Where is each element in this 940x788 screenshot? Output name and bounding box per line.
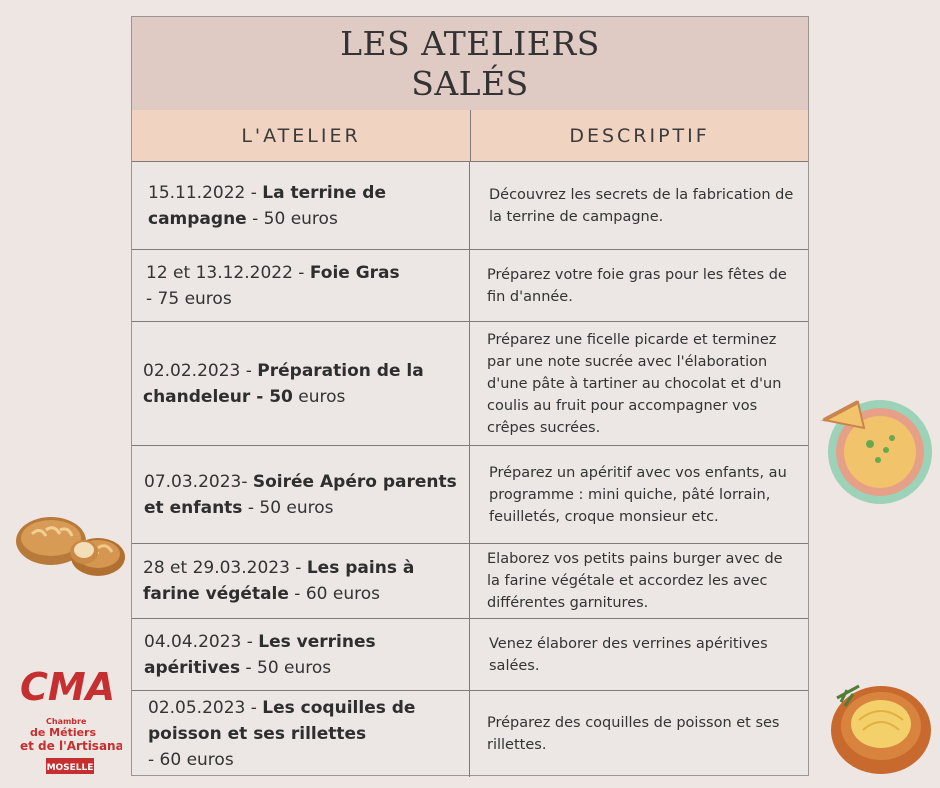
description-cell: Venez élaborer des verrines apéritives salées. xyxy=(489,635,768,674)
table-row xyxy=(132,162,808,250)
description-cell: Préparez des coquilles de poisson et ses rillettes. xyxy=(487,715,780,753)
atelier-price: euros xyxy=(292,386,346,407)
atelier-cell xyxy=(132,544,470,618)
fish-shell-illustration-icon xyxy=(823,680,933,780)
atelier-name: Les pains à farine végétale xyxy=(143,558,415,604)
table-row xyxy=(132,619,808,691)
bread-illustration-icon xyxy=(14,512,126,578)
table-header xyxy=(132,110,808,162)
description-cell: Elaborez vos petits pains burger avec de la farine végétale et accordez les avec différentes garnitures. xyxy=(487,551,783,611)
svg-text:Chambre: Chambre xyxy=(46,717,87,726)
atelier-cell xyxy=(132,322,470,445)
title-line-1: LES ATELIERS xyxy=(340,23,600,63)
atelier-price: - 60 euros xyxy=(148,750,234,770)
atelier-name: Soirée Apéro parents et enfants xyxy=(144,471,457,518)
description-cell: Préparez une ficelle picarde et terminez par une note sucrée avec l'élaboration d'une pâte à tartiner au chocolat et d'un coulis au fruit pour accompagner vos crêpes sucrées. xyxy=(487,331,782,436)
description-cell: Préparez votre foie gras pour les fêtes de fin d'année. xyxy=(487,266,787,305)
column-header-atelier: L'ATELIER xyxy=(132,110,471,161)
atelier-date: 07.03.2023- xyxy=(144,471,253,492)
description-cell: Découvrez les secrets de la fabrication de la terrine de campagne. xyxy=(489,186,794,225)
svg-text:et de l'Artisanat: et de l'Artisanat xyxy=(20,739,122,753)
description-cell: Préparez un apéritif avec vos enfants, au programme : mini quiche, pâté lorrain, feuilletés, croque monsieur etc. xyxy=(489,464,787,525)
atelier-date: 12 et 13.12.2022 - xyxy=(146,262,310,283)
atelier-cell xyxy=(132,446,470,543)
table-row xyxy=(132,544,808,619)
atelier-name: Foie Gras xyxy=(309,262,400,283)
atelier-price: - 50 euros xyxy=(246,208,338,229)
svg-text:CMA: CMA xyxy=(20,665,116,709)
atelier-name: Préparation de la chandeleur - 50 xyxy=(143,360,424,407)
atelier-date: 04.04.2023 - xyxy=(144,631,259,652)
page-title xyxy=(132,17,808,111)
table-row xyxy=(132,250,808,322)
atelier-date: 28 et 29.03.2023 - xyxy=(143,558,307,578)
atelier-name: Les coquilles de poisson et ses rillettes xyxy=(148,698,416,744)
atelier-price: - 50 euros xyxy=(240,657,332,678)
title-line-2: SALÉS xyxy=(411,63,529,103)
atelier-price: - 75 euros xyxy=(146,288,232,309)
atelier-cell xyxy=(132,162,470,249)
cma-logo-icon xyxy=(16,660,122,780)
svg-text:MOSELLE: MOSELLE xyxy=(46,763,94,773)
atelier-price: - 50 euros xyxy=(242,497,334,518)
svg-text:de Métiers: de Métiers xyxy=(30,726,97,739)
atelier-date: 15.11.2022 - xyxy=(148,182,263,203)
atelier-name: La terrine de campagne xyxy=(148,182,387,229)
table-row xyxy=(132,691,808,777)
cma-logo xyxy=(16,660,122,780)
table-row xyxy=(132,322,808,446)
atelier-date: 02.02.2023 - xyxy=(143,360,258,381)
table-body xyxy=(132,162,808,777)
workshop-table xyxy=(131,16,809,776)
quiche-illustration-icon xyxy=(818,392,934,508)
atelier-cell xyxy=(132,250,470,321)
table-row xyxy=(132,446,808,544)
column-header-descriptif: DESCRIPTIF xyxy=(569,124,710,147)
atelier-cell xyxy=(132,619,470,690)
atelier-price: - 60 euros xyxy=(288,584,380,604)
atelier-date: 02.05.2023 - xyxy=(148,698,263,718)
atelier-cell xyxy=(132,691,470,777)
atelier-name: Les verrines apéritives xyxy=(144,631,376,678)
